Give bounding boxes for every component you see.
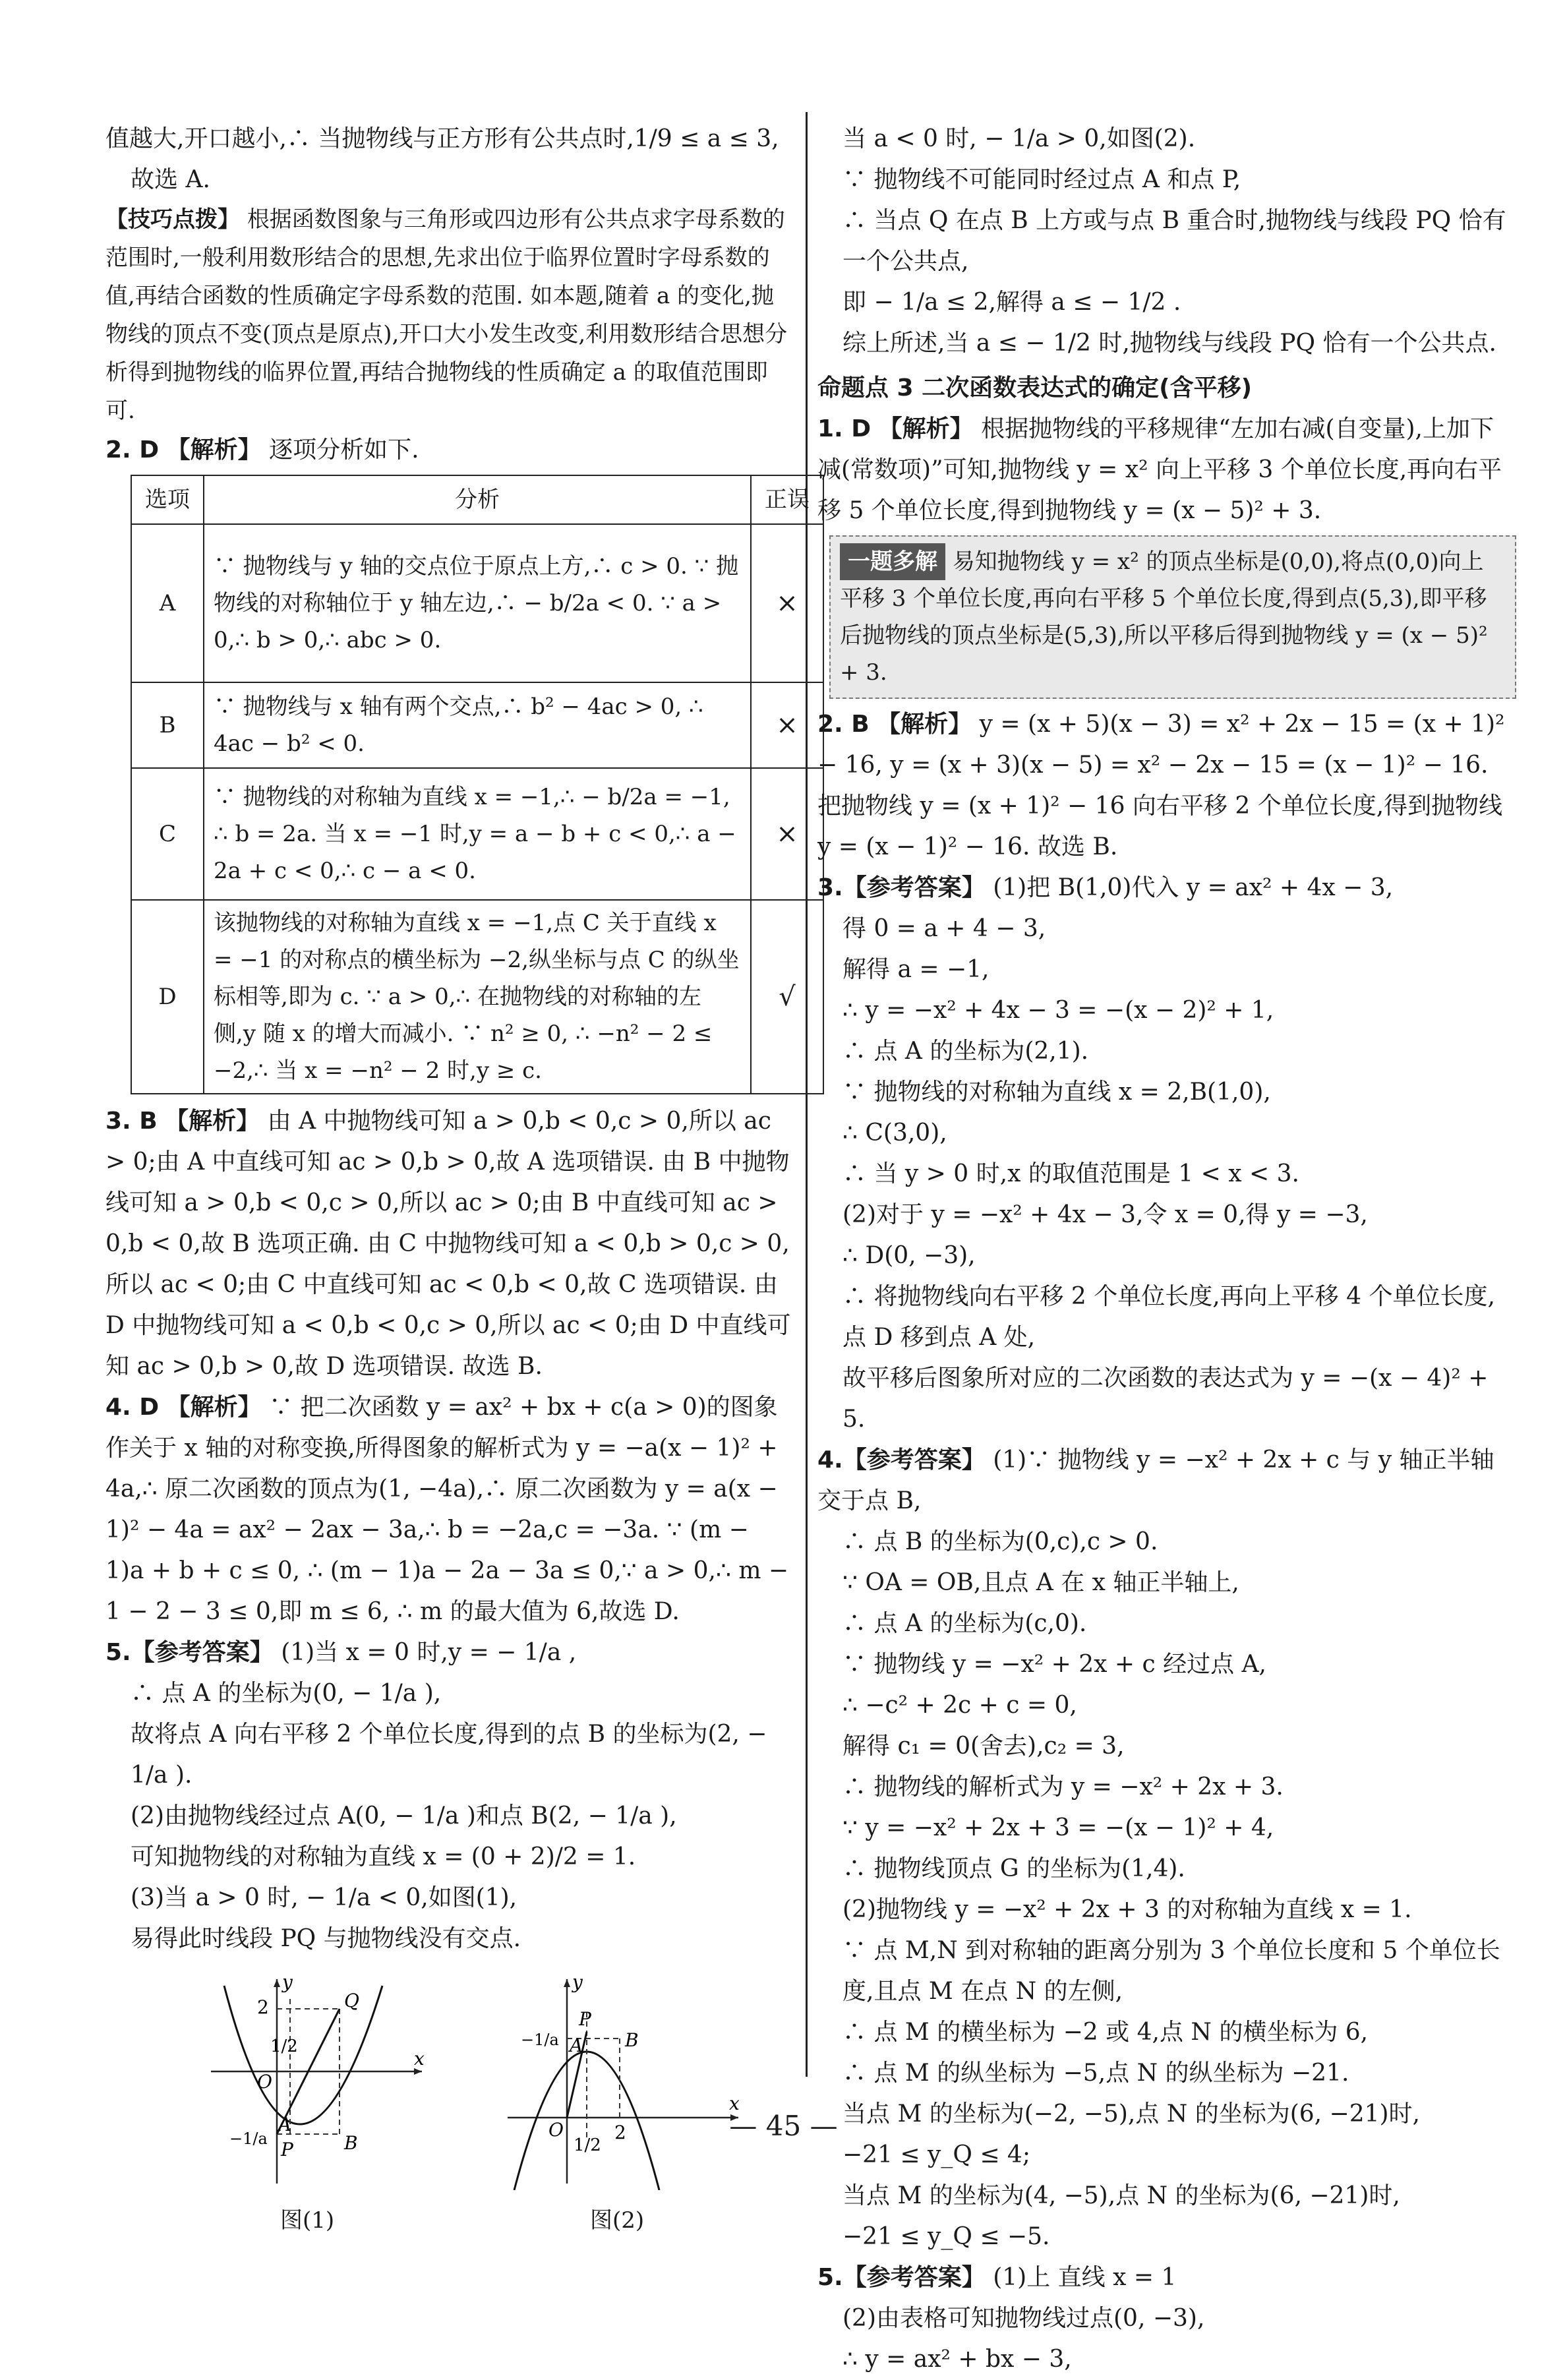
fig1-B-label: B <box>344 2132 358 2154</box>
table-header: 选项 <box>131 475 204 524</box>
question-2 <box>105 430 794 471</box>
fig2-P-label: P <box>579 2008 591 2030</box>
text-line: −21 ≤ y_Q ≤ −5. <box>843 2223 1050 2250</box>
text-line: (2)抛物线 y = −x² + 2x + 3 的对称轴为直线 x = 1. <box>843 1896 1412 1923</box>
multi-solution-box <box>829 535 1516 699</box>
q-number: 4. D <box>105 1394 160 1421</box>
text-line: ∵ OA = OB,且点 A 在 x 轴正半轴上, <box>843 1569 1239 1596</box>
q-tag: 【参考答案】 <box>843 2264 986 2291</box>
fig2-O-label: O <box>548 2119 564 2141</box>
q-number: 1. D <box>817 415 872 442</box>
section-title: 命题点 3 二次函数表达式的确定(含平移) <box>817 374 1253 402</box>
q-text: (1)把 B(1,0)代入 y = ax² + 4x − 3, <box>993 874 1394 901</box>
text-line: (2)对于 y = −x² + 4x − 3,令 x = 0,得 y = −3, <box>843 1201 1368 1228</box>
text-line: ∴ C(3,0), <box>843 1119 947 1146</box>
q-tag: 【参考答案】 <box>843 874 986 901</box>
page-number: — 45 — <box>729 2110 838 2142</box>
text-line: ∴ −c² + 2c + c = 0, <box>843 1692 1077 1719</box>
text-line: ∴ 点 A 的坐标为(2,1). <box>843 1038 1089 1065</box>
table-row <box>131 524 823 682</box>
fig1-neg-inv-a-label: −1/a <box>229 2129 268 2148</box>
text-line: 故将点 A 向右平移 2 个单位长度,得到的点 B 的坐标为(2, − 1/a ). <box>131 1721 767 1789</box>
text-line: ∴ 点 B 的坐标为(0,c),c > 0. <box>843 1528 1158 1555</box>
question-4 <box>105 1387 794 1632</box>
figure-2-caption: 图(2) <box>590 2207 645 2234</box>
q-tag: 【参考答案】 <box>131 1639 274 1666</box>
q-number: 5. <box>817 2264 843 2291</box>
analysis-table <box>131 475 824 1094</box>
text-line: ∴ D(0, −3), <box>843 1242 976 1269</box>
text-line: ∴ 将抛物线向右平移 2 个单位长度,再向上平移 4 个单位长度,点 D 移到点 A 处, <box>843 1283 1495 1351</box>
text-line: (2)由抛物线经过点 A(0, − 1/a )和点 B(2, − 1/a ), <box>131 1802 677 1830</box>
table-cell-option: B <box>131 682 204 768</box>
text-line: ∵ 抛物线 y = −x² + 2x + c 经过点 A, <box>843 1651 1266 1678</box>
text-line: 解得 c₁ = 0(舍去),c₂ = 3, <box>843 1733 1125 1760</box>
fig1-A-label: A <box>278 2114 292 2135</box>
fig1-P-label: P <box>281 2139 293 2160</box>
fig1-2-label: 2 <box>257 1996 269 2018</box>
fig2-y-label: y <box>572 1973 583 1993</box>
multi-solution-text: 易知抛物线 y = x² 的顶点坐标是(0,0),将点(0,0)向上平移 3 个单位长度,再向右平移 5 个单位长度,得到点(5,3),即平移后抛物线的顶点坐标是(5,3),所以平移后得到抛物线 y = (x − 5)² + 3. <box>840 549 1488 686</box>
right-column <box>817 119 1516 2380</box>
table-cell-result: × <box>751 524 823 682</box>
q-number: 5. <box>105 1639 131 1666</box>
q-text: (1)上 直线 x = 1 <box>993 2264 1177 2291</box>
section-q3 <box>817 868 1516 908</box>
section-q5 <box>817 2257 1516 2298</box>
tip-label: 【技巧点拨】 <box>105 206 240 233</box>
figures <box>105 1973 794 2243</box>
text-line: ∴ 点 A 的坐标为(c,0). <box>843 1610 1087 1637</box>
multi-solution-badge: 一题多解 <box>840 543 945 580</box>
q-text: (1)∵ 抛物线 y = −x² + 2x + c 与 y 轴正半轴交于点 B, <box>817 1446 1494 1514</box>
table-cell-analysis: 该抛物线的对称轴为直线 x = −1,点 C 关于直线 x = −1 的对称点的横坐标为 −2,纵坐标与点 C 的纵坐标相等,即为 c. ∵ a > 0,∴ 在抛物线的对称轴的左侧,y 随 x 的增大而减小. ∵ n² ≥ 0, ∴ −n² − 2 ≤ −2,∴ 当 x = −n² − 2 时,y ≥ c. <box>204 900 751 1094</box>
table-cell-analysis: ∵ 抛物线与 x 轴有两个交点,∴ b² − 4ac > 0, ∴ 4ac − b² < 0. <box>204 682 751 768</box>
fig2-A-label: A <box>570 2035 583 2056</box>
q-text: 根据抛物线的平移规律“左加右减(自变量),上加下减(常数项)”可知,抛物线 y = x² 向上平移 3 个单位长度,再向右平移 5 个单位长度,得到抛物线 y = (x − 5)² + 3. <box>817 415 1502 524</box>
text-line: 即 − 1/a ≤ 2,解得 a ≤ − 1/2 . <box>843 289 1181 316</box>
question-3 <box>105 1101 794 1387</box>
fig2-half-label: 1/2 <box>574 2135 601 2155</box>
text-line: 故平移后图象所对应的二次函数的表达式为 y = −(x − 4)² + 5. <box>843 1365 1489 1433</box>
section-q4 <box>817 1440 1516 1522</box>
table-cell-analysis: ∵ 抛物线的对称轴为直线 x = −1,∴ − b/2a = −1, ∴ b = 2a. 当 x = −1 时,y = a − b + c < 0,∴ a − 2a + c < 0,∴ c − a < 0. <box>204 768 751 900</box>
table-cell-option: C <box>131 768 204 900</box>
q-text: (1)当 x = 0 时,y = − 1/a , <box>281 1639 577 1666</box>
fig1-Q-label: Q <box>344 1990 359 2011</box>
text-line: ∴ 抛物线的解析式为 y = −x² + 2x + 3. <box>843 1773 1284 1800</box>
fig2-2-label: 2 <box>614 2122 626 2143</box>
table-row <box>131 682 823 768</box>
q-tag: 【解析】 <box>166 1394 262 1421</box>
section-q2 <box>817 704 1516 868</box>
left-column <box>105 119 810 2243</box>
text-line: 当点 M 的坐标为(−2, −5),点 N 的坐标为(6, −21)时, <box>843 2100 1420 2127</box>
text-line: −21 ≤ y_Q ≤ 4; <box>843 2141 1030 2168</box>
table-cell-result: × <box>751 768 823 900</box>
figure-2 <box>501 1973 752 2190</box>
tip-paragraph <box>105 200 794 430</box>
text-line: 易得此时线段 PQ 与抛物线没有交点. <box>131 1925 521 1952</box>
table-row <box>131 900 823 1094</box>
fig2-x-label: x <box>729 2093 740 2114</box>
question-5 <box>105 1632 794 1673</box>
text-line: ∵ y = −x² + 2x + 3 = −(x − 1)² + 4, <box>843 1814 1274 1841</box>
fig2-neg-inv-a-label: −1/a <box>521 2031 559 2049</box>
q-tag: 【解析】 <box>878 415 974 442</box>
text-line: ∴ 点 M 的纵坐标为 −5,点 N 的纵坐标为 −21. <box>843 2060 1349 2087</box>
text-line: 得 0 = a + 4 − 3, <box>843 915 1046 942</box>
section-q1 <box>817 409 1516 531</box>
text-line: (2)由表格可知抛物线过点(0, −3), <box>843 2305 1205 2332</box>
table-cell-result: √ <box>751 900 823 1094</box>
fig1-O-label: O <box>257 2071 272 2093</box>
text-line: ∵ 抛物线的对称轴为直线 x = 2,B(1,0), <box>843 1079 1271 1106</box>
q-number: 4. <box>817 1446 843 1473</box>
q-number: 3. B <box>105 1108 158 1135</box>
q-number: 2. D <box>105 436 160 463</box>
table-cell-analysis: ∵ 抛物线与 y 轴的交点位于原点上方,∴ c > 0. ∵ 抛物线的对称轴位于 y 轴左边,∴ − b/2a < 0. ∵ a > 0,∴ b > 0,∴ abc > 0. <box>204 524 751 682</box>
text-line: ∴ 点 A 的坐标为(0, − 1/a ), <box>131 1680 442 1707</box>
text-line: 当点 M 的坐标为(4, −5),点 N 的坐标为(6, −21)时, <box>843 2182 1400 2209</box>
q-number: 2. B <box>817 711 870 738</box>
text-line: 综上所述,当 a ≤ − 1/2 时,抛物线与线段 PQ 恰有一个公共点. <box>843 330 1496 357</box>
table-cell-result: × <box>751 682 823 768</box>
text-line: ∴ 当点 Q 在点 B 上方或与点 B 重合时,抛物线与线段 PQ 恰有一个公共点, <box>843 207 1506 275</box>
text-line: (3)当 a > 0 时, − 1/a < 0,如图(1), <box>131 1884 517 1911</box>
text-line: ∴ 点 M 的横坐标为 −2 或 4,点 N 的横坐标为 6, <box>843 2019 1369 2046</box>
q-tag: 【参考答案】 <box>843 1446 986 1473</box>
q-text: ∵ 把二次函数 y = ax² + bx + c(a > 0)的图象作关于 x 轴的对称变换,所得图象的解析式为 y = −a(x − 1)² + 4a,∴ 原二次函数的顶点为(1, −4a),∴ 原二次函数为 y = a(x − 1)² − 4a = ax² − 2ax − 3a,∴ b = −2a,c = −3a. ∵ (m − 1)a + b + c ≤ 0, ∴ (m − 1)a − 2a − 3a ≤ 0,∵ a > 0,∴ m − 1 − 2 − 3 ≤ 0,即 m ≤ 6, ∴ m 的最大值为 6,故选 D. <box>105 1394 789 1625</box>
q-text: 由 A 中抛物线可知 a > 0,b < 0,c > 0,所以 ac > 0;由 A 中直线可知 ac > 0,b > 0,故 A 选项错误. 由 B 中抛物线可知 a > 0,b < 0,c > 0,所以 ac > 0;由 B 中直线可知 ac > 0,b < 0,故 B 选项正确. 由 C 中抛物线可知 a < 0,b > 0,c > 0,所以 ac < 0;由 C 中直线可知 ac < 0,b < 0,故 C 选项错误. 由 D 中抛物线可知 a < 0,b < 0,c > 0,所以 ac < 0;由 D 中直线可知 ac > 0,b > 0,故 D 选项错误. 故选 B. <box>105 1108 791 1380</box>
q-text: 逐项分析如下. <box>269 436 419 463</box>
text-line: ∴ y = −x² + 4x − 3 = −(x − 2)² + 1, <box>843 997 1274 1024</box>
text-line: ∴ 抛物线顶点 G 的坐标为(1,4). <box>843 1855 1185 1882</box>
q-text: y = (x + 5)(x − 3) = x² + 2x − 15 = (x + 1)² − 16, y = (x + 3)(x − 5) = x² − 2x − 15 = (x − 1)² − 16. 把抛物线 y = (x + 1)² − 16 向右平移 2 个单位长度,得到抛物线 y = (x − 1)² − 16. 故选 B. <box>817 711 1505 860</box>
tip-text: 根据函数图象与三角形或四边形有公共点求字母系数的范围时,一般利用数形结合的思想,先求出位于临界位置时字母系数的值,再结合函数的性质确定字母系数的范围. 如本题,随着 a 的变化,抛物线的顶点不变(顶点是原点),开口大小发生改变,利用数形结合思想分析得到抛物线的临界位置,再结合抛物线的性质确定 a 的取值范围即可. <box>105 206 788 424</box>
text-line: ∵ 点 M,N 到对称轴的距离分别为 3 个单位长度和 5 个单位长度,且点 M 在点 N 的左侧, <box>843 1937 1500 2005</box>
table-cell-option: D <box>131 900 204 1094</box>
table-header: 正误 <box>751 475 823 524</box>
text-line: ∵ 抛物线不可能同时经过点 A 和点 P, <box>843 166 1241 193</box>
table-cell-option: A <box>131 524 204 682</box>
table-row <box>131 768 823 900</box>
q-tag: 【解析】 <box>166 436 262 463</box>
table-header-row <box>131 475 823 524</box>
text-line: 解得 a = −1, <box>843 956 990 983</box>
text-line: ∴ y = ax² + bx − 3, <box>843 2346 1072 2373</box>
q-tag: 【解析】 <box>877 711 972 738</box>
column-divider <box>806 112 808 2077</box>
q-tag: 【解析】 <box>165 1108 260 1135</box>
figure-1-caption: 图(1) <box>280 2207 335 2234</box>
text-line: 值越大,开口越小,∴ 当抛物线与正方形有公共点时,1/9 ≤ a ≤ 3, <box>105 125 779 152</box>
fig1-x-label: x <box>414 2048 425 2069</box>
figure-1 <box>204 1973 435 2190</box>
fig2-B-label: B <box>625 2029 639 2051</box>
text-line: 可知抛物线的对称轴为直线 x = (0 + 2)/2 = 1. <box>131 1843 636 1870</box>
fig1-y-label: y <box>282 1973 293 1993</box>
text-line: 当 a < 0 时, − 1/a > 0,如图(2). <box>843 125 1196 152</box>
table-header: 分析 <box>204 475 751 524</box>
text-line: ∴ 当 y > 0 时,x 的取值范围是 1 < x < 3. <box>843 1160 1299 1187</box>
text-line: 故选 A. <box>131 166 210 193</box>
fig1-half-label: 1/2 <box>270 2037 298 2056</box>
q-number: 3. <box>817 874 843 901</box>
